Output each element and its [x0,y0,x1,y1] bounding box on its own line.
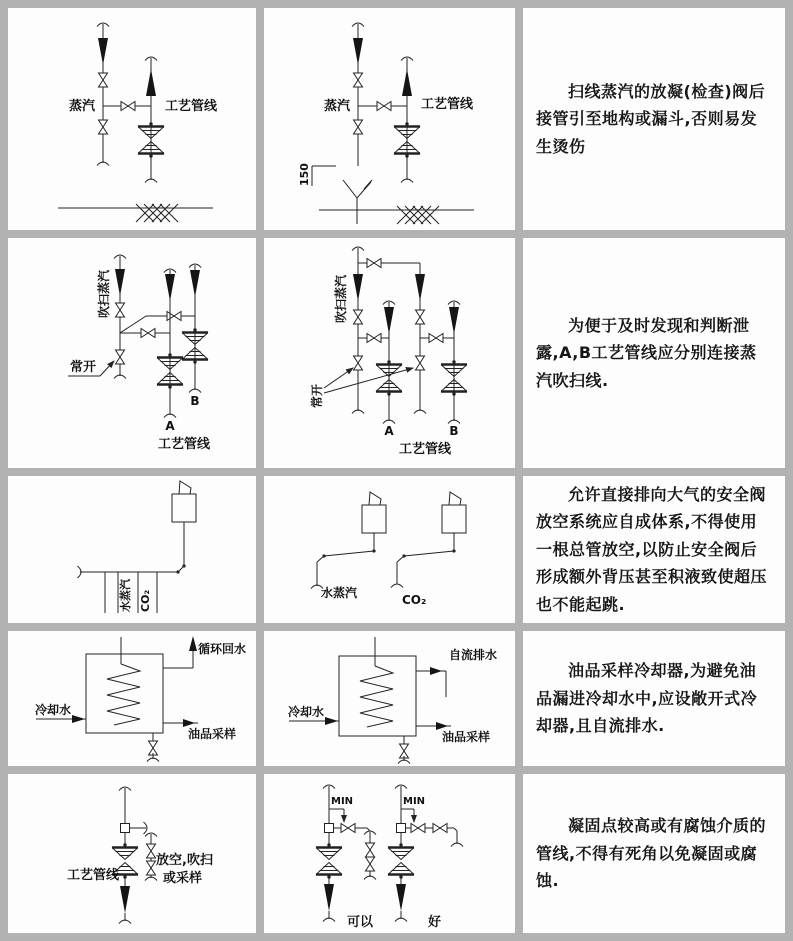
flow-arrow-down-icon [396,884,406,911]
valve-icon [377,102,391,111]
label-normally-open: 常开 [310,383,324,408]
flow-arrow-down-icon [190,270,200,297]
valve-icon [116,350,125,364]
diagram-r3-mid [264,476,515,623]
label-line-b: B [190,394,200,408]
safety-valve-icon [362,492,386,533]
diagram-r2-left [8,238,256,468]
ground-hatch-icon [397,206,439,224]
valve-icon [354,356,363,370]
note-row2 [523,238,785,468]
valve-icon [433,824,447,833]
label-oil-sampling: 油品采样 [442,730,491,744]
flow-arrow-down-icon [165,274,175,301]
diagram-r4-mid [264,631,515,766]
valve-icon [99,120,108,134]
note-text: 允许直接排向大气的安全阀放空系统应自成体系,不得使用一根总管放空,以防止安全阀后形成额外背压甚至积液致使超压也不能起跳. [536,484,768,614]
label-oil-sampling: 油品采样 [188,727,237,741]
note-row3 [523,476,785,623]
square-connector-icon [397,824,406,833]
label-circ-return: 循环回水 [198,642,247,656]
diagram-r1-mid [264,8,515,230]
label-vent-line1: 放空,吹扫 [156,853,213,868]
flow-arrow-down-icon [353,38,363,65]
valve-icon [366,843,375,857]
note-text: 油品采样冷却器,为避免油品漏进冷却水中,应设敞开式冷却器,且自流排水. [536,661,758,736]
cooler-box [339,656,416,736]
label-cooling-water: 冷却水 [35,703,72,717]
flow-arrow-up-icon [189,636,197,651]
label-normally-open: 常开 [70,360,97,375]
flow-arrow-up-icon [146,69,156,96]
label-steam: 蒸汽 [323,99,350,114]
diagram-r1-left-svg [8,8,256,230]
flow-arrow-up-icon [402,69,412,96]
valve-icon [341,824,355,833]
label-ok: 可以 [347,915,374,930]
flow-arrow-down-icon [120,886,130,913]
square-connector-icon [325,824,334,833]
valve-icon [167,312,181,321]
label-good: 好 [428,915,442,930]
valve-icon [367,259,381,268]
label-water-steam: 水蒸汽 [119,579,132,612]
diagram-r5-left [8,774,256,933]
flow-arrow-down-icon [415,274,425,301]
flow-arrow-down-icon [115,269,125,296]
funnel-icon [343,180,371,198]
valve-icon [429,334,443,343]
diagram-r3-left-svg [8,476,256,623]
label-line-b: B [449,424,459,438]
label-process-line: 工艺管线 [399,442,452,457]
square-connector-icon [121,824,130,833]
leader-arrow [100,361,114,376]
label-gravity-drain: 自流排水 [449,648,498,662]
flow-arrow-down-icon [353,274,363,301]
valve-icon [354,120,363,134]
diagram-r1-mid-svg [264,8,515,230]
note-row1 [523,8,785,230]
label-dimension: 150 [298,163,311,186]
label-co2: CO₂ [402,593,427,607]
valve-icon [147,844,156,858]
cooler-box [86,654,163,733]
note-text: 为便于及时发现和判断泄露,A,B工艺管线应分别连接蒸汽吹扫线. [536,315,757,390]
diagram-r3-left [8,476,256,623]
diagram-r2-mid [264,238,515,468]
diagram-r1-left [8,8,256,230]
label-water-steam: 水蒸汽 [321,586,358,600]
coil-icon [107,664,140,725]
label-line-a: A [384,424,394,438]
note-text: 扫线蒸汽的放凝(检查)阀后接管引至地构或漏斗,否则易发生烫伤 [536,81,766,156]
leader-arrow [324,368,353,388]
diagram-r5-mid [264,774,515,933]
flow-arrow-down-icon [98,38,108,65]
flow-arrow-right-icon [325,717,338,725]
safety-valve-icon [442,492,466,533]
label-process-line: 工艺管线 [165,99,218,114]
label-co2: CO₂ [139,589,152,612]
valve-icon [149,741,158,755]
valve-icon [147,861,156,875]
diagram-r5-left-svg [8,774,256,933]
valve-icon [116,303,125,317]
label-min: MIN [403,796,426,807]
valve-icon [416,356,425,370]
flow-arrow-down-icon [449,307,459,334]
label-process-line: 工艺管线 [158,437,211,452]
flow-arrow-right-icon [72,715,85,723]
label-line-a: A [165,419,175,433]
figure8-blind-icon [388,843,414,878]
coil-icon [360,666,393,727]
diagram-r3-mid-svg [264,476,515,623]
flow-arrow-right-icon [183,719,195,727]
label-process-line: 工艺管线 [67,868,120,883]
label-steam: 蒸汽 [68,99,95,114]
label-min: MIN [331,796,354,807]
valve-icon [121,102,135,111]
note-row5 [523,774,785,933]
valve-icon [99,73,108,87]
valve-icon [411,824,425,833]
flow-arrow-down-icon [324,884,334,911]
label-purge-steam: 吹扫蒸汽 [334,274,348,323]
ground-hatch-icon [136,204,178,222]
diagram-r2-left-svg [8,238,256,468]
valve-icon [354,310,363,324]
label-vent-line2: 或采样 [163,871,203,886]
valve-icon [366,857,375,871]
diagram-r4-left-svg [8,631,256,766]
note-row4 [523,631,785,766]
valve-icon [367,334,381,343]
diagram-r2-mid-svg [264,238,515,468]
flow-arrow-down-icon [384,307,394,334]
valve-icon [400,744,409,758]
figure8-blind-icon [316,843,342,878]
flow-arrow-right-icon [436,722,448,730]
valve-icon [141,329,155,338]
diagram-r4-mid-svg [264,631,515,766]
label-purge-steam: 吹扫蒸汽 [97,269,111,318]
note-text: 凝固点较高或有腐蚀介质的管线,不得有死角以免凝固或腐蚀. [536,816,767,891]
valve-icon [354,73,363,87]
line-break-icon [391,584,403,588]
diagram-r5-mid-svg [264,774,515,933]
label-cooling-water: 冷却水 [288,705,325,719]
valve-icon [416,310,425,324]
label-process-line: 工艺管线 [421,97,474,112]
safety-valve-icon [172,481,196,522]
diagram-r4-left [8,631,256,766]
flow-arrow-right-icon [430,667,442,675]
